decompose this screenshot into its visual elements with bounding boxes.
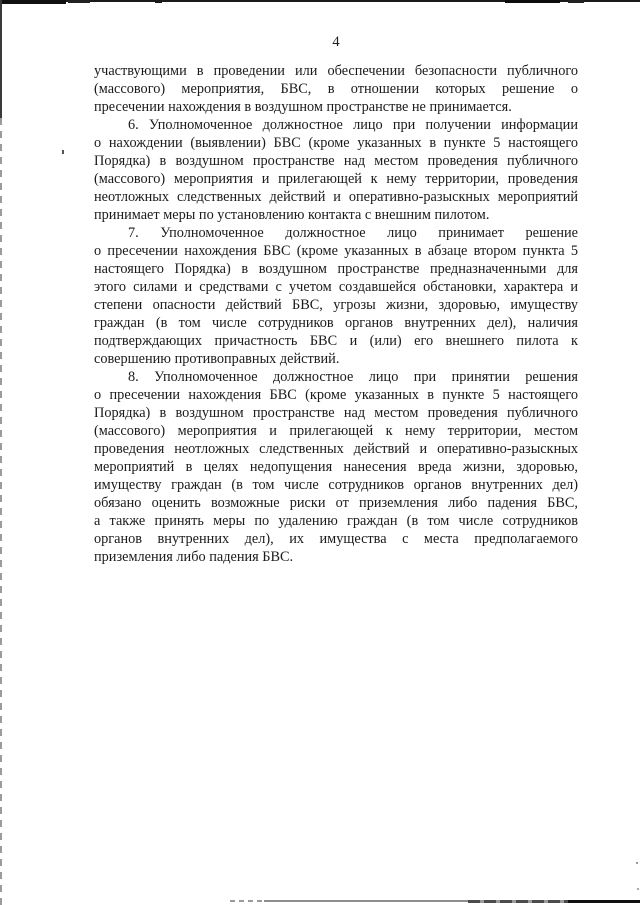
paragraph-8 [94,368,578,566]
text-line: а также принять меры по удалению граждан (в том числе сотрудников [94,513,578,529]
text-line: органов внутренних дел), их имущества с места предполагаемого [94,531,578,547]
scan-artifact-bottom-black-line [568,900,640,903]
page-number: 4 [332,34,340,50]
scan-artifact-top-blob [568,0,584,3]
text-line: имуществу граждан (в том числе сотрудников органов внутренних дел) [94,477,578,493]
text-line: проведения неотложных следственных действий и оперативно-разыскных [94,441,578,457]
paragraph-6 [94,116,578,224]
paragraph-7 [94,224,578,368]
text-line: принимает меры по установлению контакта с внешним пилотом. [94,207,490,223]
text-line: 6. Уполномоченное должностное лицо при получении информации [128,117,578,133]
scan-artifact-left-edge-dashed [0,118,2,905]
text-line: о нахождении (выявлении) БВС (кроме указанных в пункте 5 настоящего [94,135,578,151]
text-line: степени опасности действий БВС, угрозы жизни, здоровью, имуществу [94,297,578,313]
text-line: участвующими в проведении или обеспечении безопасности публичного [94,63,578,79]
text-line: 7. Уполномоченное должностное лицо принимает решение [128,225,578,241]
text-line: приземления либо падения БВС. [94,549,294,565]
scan-artifact-top-tick [155,0,162,3]
scan-artifact-top-blob [68,0,90,3]
scan-artifact-left-edge-solid [0,0,2,118]
body-text [94,62,578,566]
text-line: настоящего Порядка) в воздушном пространстве предназначенными для [94,261,578,277]
scan-artifact-bottom-dashes [230,900,264,902]
scan-artifact-bottom-gray-line [264,900,468,902]
text-line: мероприятий в целях недопущения нанесения вреда жизни, здоровью, [94,459,578,475]
text-line: (массового) мероприятия и прилегающей к нему территории, проведения [94,171,578,187]
text-line: о пресечении нахождения БВС (кроме указанных в пункте 5 настоящего [94,387,578,403]
text-line: этого силами и средствами с учетом создавшейся обстановки, характера и [94,279,578,295]
text-line: о пресечении нахождения БВС (кроме указанных в абзаце втором пункта 5 [94,243,578,259]
scan-artifact-bottom-dark-line [468,900,568,903]
text-line: совершению противоправных действий. [94,351,340,367]
scan-artifact-top-blob [505,0,560,3]
text-line: граждан (в том числе сотрудников органов внутренних дел), наличия [94,315,578,331]
text-line: Порядка) в воздушном пространстве над местом проведения публичного [94,405,578,421]
scan-artifact-speck [637,888,639,890]
paragraph-continuation [94,62,578,116]
scan-artifact-top-blob [2,0,66,4]
text-line: (массового) мероприятия и прилегающей к нему территории, местом [94,423,578,439]
text-line: неотложных следственных действий и оперативно-разыскных мероприятий [94,189,578,205]
text-line: обязано оценить возможные риски от приземления либо падения БВС, [94,495,578,511]
text-line: пресечении нахождения в воздушном пространстве не принимается. [94,99,512,115]
text-line: (массового) мероприятия, БВС, в отношении которых решение о [94,81,578,97]
scan-artifact-speck [62,150,64,154]
text-line: подтверждающих причастность БВС и (или) его внешнего пилота к [94,333,578,349]
text-line: 8. Уполномоченное должностное лицо при принятии решения [128,369,578,385]
scan-artifact-speck [636,862,638,864]
text-line: Порядка) в воздушном пространстве над местом проведения публичного [94,153,578,169]
